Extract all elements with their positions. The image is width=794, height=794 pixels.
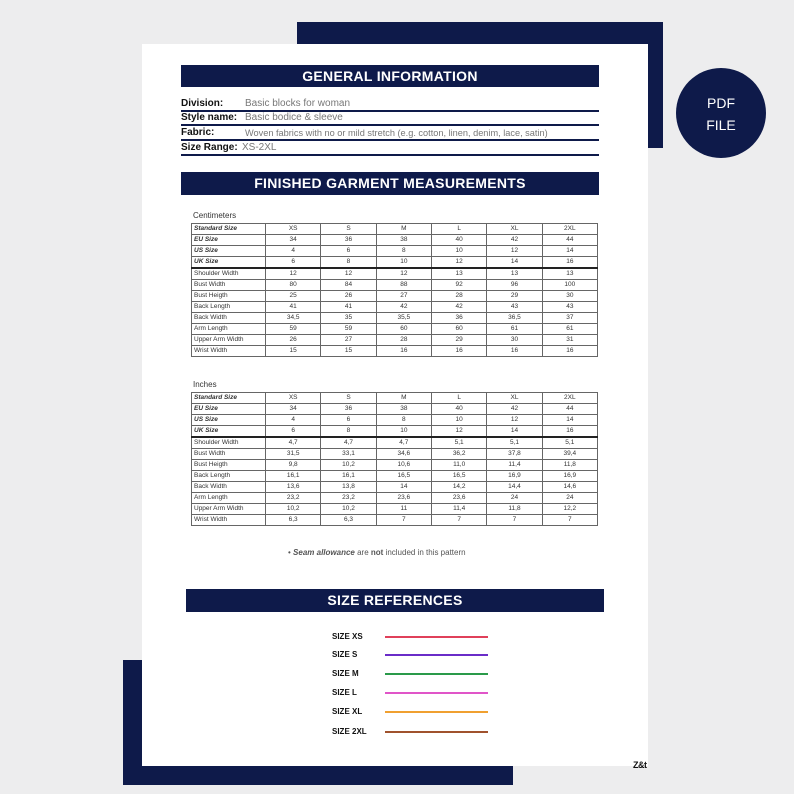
table-cell: 36,5 — [487, 313, 542, 324]
table-cell: 35,5 — [376, 313, 431, 324]
table-cell: 16 — [487, 346, 542, 357]
table-cell: 14 — [487, 426, 542, 438]
table-cell: 40 — [431, 404, 486, 415]
table-cell: 16,1 — [321, 471, 376, 482]
row-label-cell: Bust Width — [192, 449, 266, 460]
badge-line-1: PDF — [707, 95, 735, 111]
table-cell: 11,8 — [487, 504, 542, 515]
table-cell: 5,1 — [431, 437, 486, 449]
table-cell: 30 — [487, 335, 542, 346]
table-cell: 11,0 — [431, 460, 486, 471]
table-cell: 28 — [431, 291, 486, 302]
table-cell: 39,4 — [542, 449, 597, 460]
table-cell: 14 — [542, 246, 597, 257]
size-ref-label: SIZE XL — [332, 707, 363, 716]
table-cell: 12 — [487, 246, 542, 257]
info-value: Basic bodice & sleeve — [245, 112, 343, 123]
table-cell: 8 — [376, 246, 431, 257]
table-cell: 11,8 — [542, 460, 597, 471]
size-ref-l — [332, 687, 492, 699]
table-cell: 15 — [266, 346, 321, 357]
row-label-cell: EU Size — [192, 404, 266, 415]
table-cell: 16,5 — [431, 471, 486, 482]
table-cell: 16 — [376, 346, 431, 357]
table-cell: 10 — [376, 426, 431, 438]
table-cell: 7 — [487, 515, 542, 526]
size-ref-2xl — [332, 726, 492, 738]
table-cell: 16,1 — [266, 471, 321, 482]
size-ref-xs — [332, 631, 492, 643]
row-label-cell: Wrist Width — [192, 515, 266, 526]
table-cell: 31,5 — [266, 449, 321, 460]
table-cell: 26 — [266, 335, 321, 346]
table-cell: 16 — [542, 346, 597, 357]
table-row — [192, 280, 598, 291]
table-row — [192, 515, 598, 526]
table-row — [192, 268, 598, 280]
table-row — [192, 471, 598, 482]
table-row — [192, 460, 598, 471]
row-label-cell: Arm Length — [192, 493, 266, 504]
table-cell: 28 — [376, 335, 431, 346]
table-cell: 59 — [321, 324, 376, 335]
table-cell: 13,8 — [321, 482, 376, 493]
table-cell: M — [376, 224, 431, 235]
row-label-cell: Back Width — [192, 482, 266, 493]
table-cell: XL — [487, 393, 542, 404]
table-row — [192, 504, 598, 515]
table-cell: 40 — [431, 235, 486, 246]
table-cell: 8 — [321, 257, 376, 269]
table-row — [192, 302, 598, 313]
table-cell: 8 — [321, 426, 376, 438]
table-cell: 8 — [376, 415, 431, 426]
table-cell: 43 — [542, 302, 597, 313]
table-cell: 23,2 — [266, 493, 321, 504]
divider — [181, 139, 599, 141]
table-cell: 16 — [431, 346, 486, 357]
table-cell: 23,6 — [431, 493, 486, 504]
table-cell: 24 — [487, 493, 542, 504]
table-cell: 38 — [376, 235, 431, 246]
size-ref-label: SIZE M — [332, 669, 359, 678]
table-cell: 12 — [266, 268, 321, 280]
row-label-cell: US Size — [192, 415, 266, 426]
table-cell: 14,6 — [542, 482, 597, 493]
note-bold-1: Seam allowance — [293, 548, 355, 557]
table-cell: 16,5 — [376, 471, 431, 482]
table-cell: 9,8 — [266, 460, 321, 471]
table-cell: 24 — [542, 493, 597, 504]
table-cell: 12 — [487, 415, 542, 426]
table-cell: 5,1 — [542, 437, 597, 449]
row-label-cell: Wrist Width — [192, 346, 266, 357]
table-cell: 42 — [487, 235, 542, 246]
table-cell: 25 — [266, 291, 321, 302]
info-label: Style name: — [181, 112, 238, 123]
brand-logo: Z&t — [633, 760, 647, 770]
table-cell: 10 — [431, 246, 486, 257]
table-cell: 35 — [321, 313, 376, 324]
table-cell: 12,2 — [542, 504, 597, 515]
table-cell: 80 — [266, 280, 321, 291]
info-value: XS-2XL — [242, 142, 277, 153]
divider — [181, 154, 599, 156]
table-cell: 10 — [376, 257, 431, 269]
table-cell: 16,9 — [487, 471, 542, 482]
table-cell: 6 — [266, 257, 321, 269]
measurements-header: FINISHED GARMENT MEASUREMENTS — [181, 172, 599, 195]
table-cell: 16 — [542, 426, 597, 438]
table-cell: 59 — [266, 324, 321, 335]
table-cell: 7 — [376, 515, 431, 526]
note-bold-2: not — [370, 548, 384, 557]
table-cell: 13 — [487, 268, 542, 280]
info-label: Division: — [181, 98, 224, 109]
info-label: Size Range: — [181, 142, 238, 153]
table-cell: 42 — [431, 302, 486, 313]
info-value: Woven fabrics with no or mild stretch (e.g. cotton, linen, denim, lace, satin) — [245, 128, 548, 138]
inches-table — [191, 392, 598, 526]
size-ref-line — [385, 711, 488, 713]
table-row — [192, 291, 598, 302]
row-label-cell: Bust Heigth — [192, 291, 266, 302]
table-cell: 37,8 — [487, 449, 542, 460]
table-cell: 7 — [542, 515, 597, 526]
note-text-1: are — [354, 548, 371, 557]
row-label-cell: Back Length — [192, 302, 266, 313]
table-cell: 43 — [487, 302, 542, 313]
row-label-cell: Upper Arm Width — [192, 504, 266, 515]
table-cell: 14 — [542, 415, 597, 426]
table-cell: 23,2 — [321, 493, 376, 504]
table-cell: 36,2 — [431, 449, 486, 460]
table-row — [192, 415, 598, 426]
table-cell: 12 — [321, 268, 376, 280]
table-cell: 4 — [266, 246, 321, 257]
frame-top-bar — [297, 22, 663, 44]
table-cell: 44 — [542, 235, 597, 246]
table-cell: 23,6 — [376, 493, 431, 504]
table-cell: 38 — [376, 404, 431, 415]
table-cell: 29 — [487, 291, 542, 302]
table-cell: 10,2 — [321, 504, 376, 515]
table-row — [192, 235, 598, 246]
table-cell: 6,3 — [266, 515, 321, 526]
table-cell: 44 — [542, 404, 597, 415]
table-row — [192, 449, 598, 460]
table-cell: XS — [266, 393, 321, 404]
row-label-cell: EU Size — [192, 235, 266, 246]
note-text-2: included in this pattern — [383, 548, 466, 557]
table-cell: 31 — [542, 335, 597, 346]
table-cell: 5,1 — [487, 437, 542, 449]
size-ref-label: SIZE S — [332, 650, 358, 659]
table-row — [192, 482, 598, 493]
row-label-cell: Shoulder Width — [192, 268, 266, 280]
table-cell: 84 — [321, 280, 376, 291]
table-cell: 92 — [431, 280, 486, 291]
table-cell: 6 — [321, 415, 376, 426]
table-cell: 6,3 — [321, 515, 376, 526]
table-cell: 42 — [376, 302, 431, 313]
bullet: • — [288, 548, 291, 557]
table-cell: 16 — [542, 257, 597, 269]
table-cell: 11,4 — [431, 504, 486, 515]
row-label-cell: Bust Heigth — [192, 460, 266, 471]
info-row-style-name — [181, 112, 599, 126]
table-row — [192, 346, 598, 357]
row-label-cell: Back Length — [192, 471, 266, 482]
table-cell: 6 — [266, 426, 321, 438]
size-ref-line — [385, 654, 488, 656]
pdf-file-badge — [676, 68, 766, 158]
table-cell: 10 — [431, 415, 486, 426]
table-cell: 13 — [431, 268, 486, 280]
table-cell: 34 — [266, 235, 321, 246]
row-label-cell: US Size — [192, 246, 266, 257]
table-cell: 33,1 — [321, 449, 376, 460]
size-ref-m — [332, 668, 492, 680]
table-row — [192, 224, 598, 235]
table-cell: 96 — [487, 280, 542, 291]
table-row — [192, 324, 598, 335]
badge-line-2: FILE — [706, 117, 736, 133]
row-label-cell: Shoulder Width — [192, 437, 266, 449]
table-cell: 42 — [487, 404, 542, 415]
size-references-header: SIZE REFERENCES — [186, 589, 604, 612]
table-cell: 4,7 — [266, 437, 321, 449]
table-cell: 10,2 — [266, 504, 321, 515]
row-label-cell: Back Width — [192, 313, 266, 324]
table-row — [192, 393, 598, 404]
table-cell: 16,9 — [542, 471, 597, 482]
table-cell: 41 — [321, 302, 376, 313]
table-cell: L — [431, 224, 486, 235]
info-value: Basic blocks for woman — [245, 98, 351, 109]
seam-allowance-note — [288, 548, 466, 557]
table-cell: 30 — [542, 291, 597, 302]
row-label-cell: Standard Size — [192, 224, 266, 235]
size-ref-label: SIZE 2XL — [332, 727, 367, 736]
table-cell: 12 — [376, 268, 431, 280]
table-cell: 10,6 — [376, 460, 431, 471]
centimeters-table — [191, 223, 598, 357]
table-cell: 60 — [431, 324, 486, 335]
table-row — [192, 335, 598, 346]
table-cell: 60 — [376, 324, 431, 335]
table-cell: 15 — [321, 346, 376, 357]
inches-label: Inches — [193, 380, 217, 389]
table-cell: 11,4 — [487, 460, 542, 471]
table-row — [192, 313, 598, 324]
table-cell: 4,7 — [321, 437, 376, 449]
divider — [181, 124, 599, 126]
table-cell: 34 — [266, 404, 321, 415]
size-ref-line — [385, 673, 488, 675]
table-cell: 26 — [321, 291, 376, 302]
table-cell: S — [321, 393, 376, 404]
info-row-size-range — [181, 142, 599, 156]
table-cell: 14,4 — [487, 482, 542, 493]
table-cell: 34,6 — [376, 449, 431, 460]
table-cell: 14 — [487, 257, 542, 269]
table-row — [192, 493, 598, 504]
table-cell: 11 — [376, 504, 431, 515]
table-cell: 2XL — [542, 224, 597, 235]
table-cell: 7 — [431, 515, 486, 526]
size-ref-label: SIZE L — [332, 688, 357, 697]
table-row — [192, 404, 598, 415]
table-cell: 100 — [542, 280, 597, 291]
table-cell: 4,7 — [376, 437, 431, 449]
table-cell: L — [431, 393, 486, 404]
table-cell: 4 — [266, 415, 321, 426]
row-label-cell: Upper Arm Width — [192, 335, 266, 346]
table-cell: 34,5 — [266, 313, 321, 324]
table-cell: S — [321, 224, 376, 235]
table-cell: 27 — [321, 335, 376, 346]
table-cell: M — [376, 393, 431, 404]
row-label-cell: UK Size — [192, 257, 266, 269]
table-cell: 12 — [431, 257, 486, 269]
table-cell: 61 — [487, 324, 542, 335]
frame-bottom-bar — [123, 766, 513, 785]
size-ref-line — [385, 731, 488, 733]
table-cell: 61 — [542, 324, 597, 335]
info-row-division — [181, 98, 599, 112]
centimeters-label: Centimeters — [193, 211, 237, 220]
table-row — [192, 257, 598, 269]
size-ref-s — [332, 649, 492, 661]
info-row-fabric — [181, 127, 599, 141]
table-cell: 6 — [321, 246, 376, 257]
table-cell: 36 — [321, 404, 376, 415]
table-cell: 37 — [542, 313, 597, 324]
row-label-cell: Arm Length — [192, 324, 266, 335]
row-label-cell: Bust Width — [192, 280, 266, 291]
size-ref-line — [385, 636, 488, 638]
table-cell: 36 — [431, 313, 486, 324]
table-cell: 41 — [266, 302, 321, 313]
size-ref-xl — [332, 706, 492, 718]
general-information-header: GENERAL INFORMATION — [181, 65, 599, 87]
table-row — [192, 426, 598, 438]
table-cell: 14 — [376, 482, 431, 493]
table-cell: 2XL — [542, 393, 597, 404]
table-cell: 36 — [321, 235, 376, 246]
table-cell: 14,2 — [431, 482, 486, 493]
size-ref-line — [385, 692, 488, 694]
table-cell: XL — [487, 224, 542, 235]
size-ref-label: SIZE XS — [332, 632, 363, 641]
table-cell: 10,2 — [321, 460, 376, 471]
table-row — [192, 437, 598, 449]
info-label: Fabric: — [181, 127, 215, 138]
row-label-cell: Standard Size — [192, 393, 266, 404]
table-cell: 27 — [376, 291, 431, 302]
table-cell: 12 — [431, 426, 486, 438]
table-cell: 13 — [542, 268, 597, 280]
row-label-cell: UK Size — [192, 426, 266, 438]
table-cell: 13,6 — [266, 482, 321, 493]
table-cell: 29 — [431, 335, 486, 346]
table-cell: 88 — [376, 280, 431, 291]
table-row — [192, 246, 598, 257]
table-cell: XS — [266, 224, 321, 235]
